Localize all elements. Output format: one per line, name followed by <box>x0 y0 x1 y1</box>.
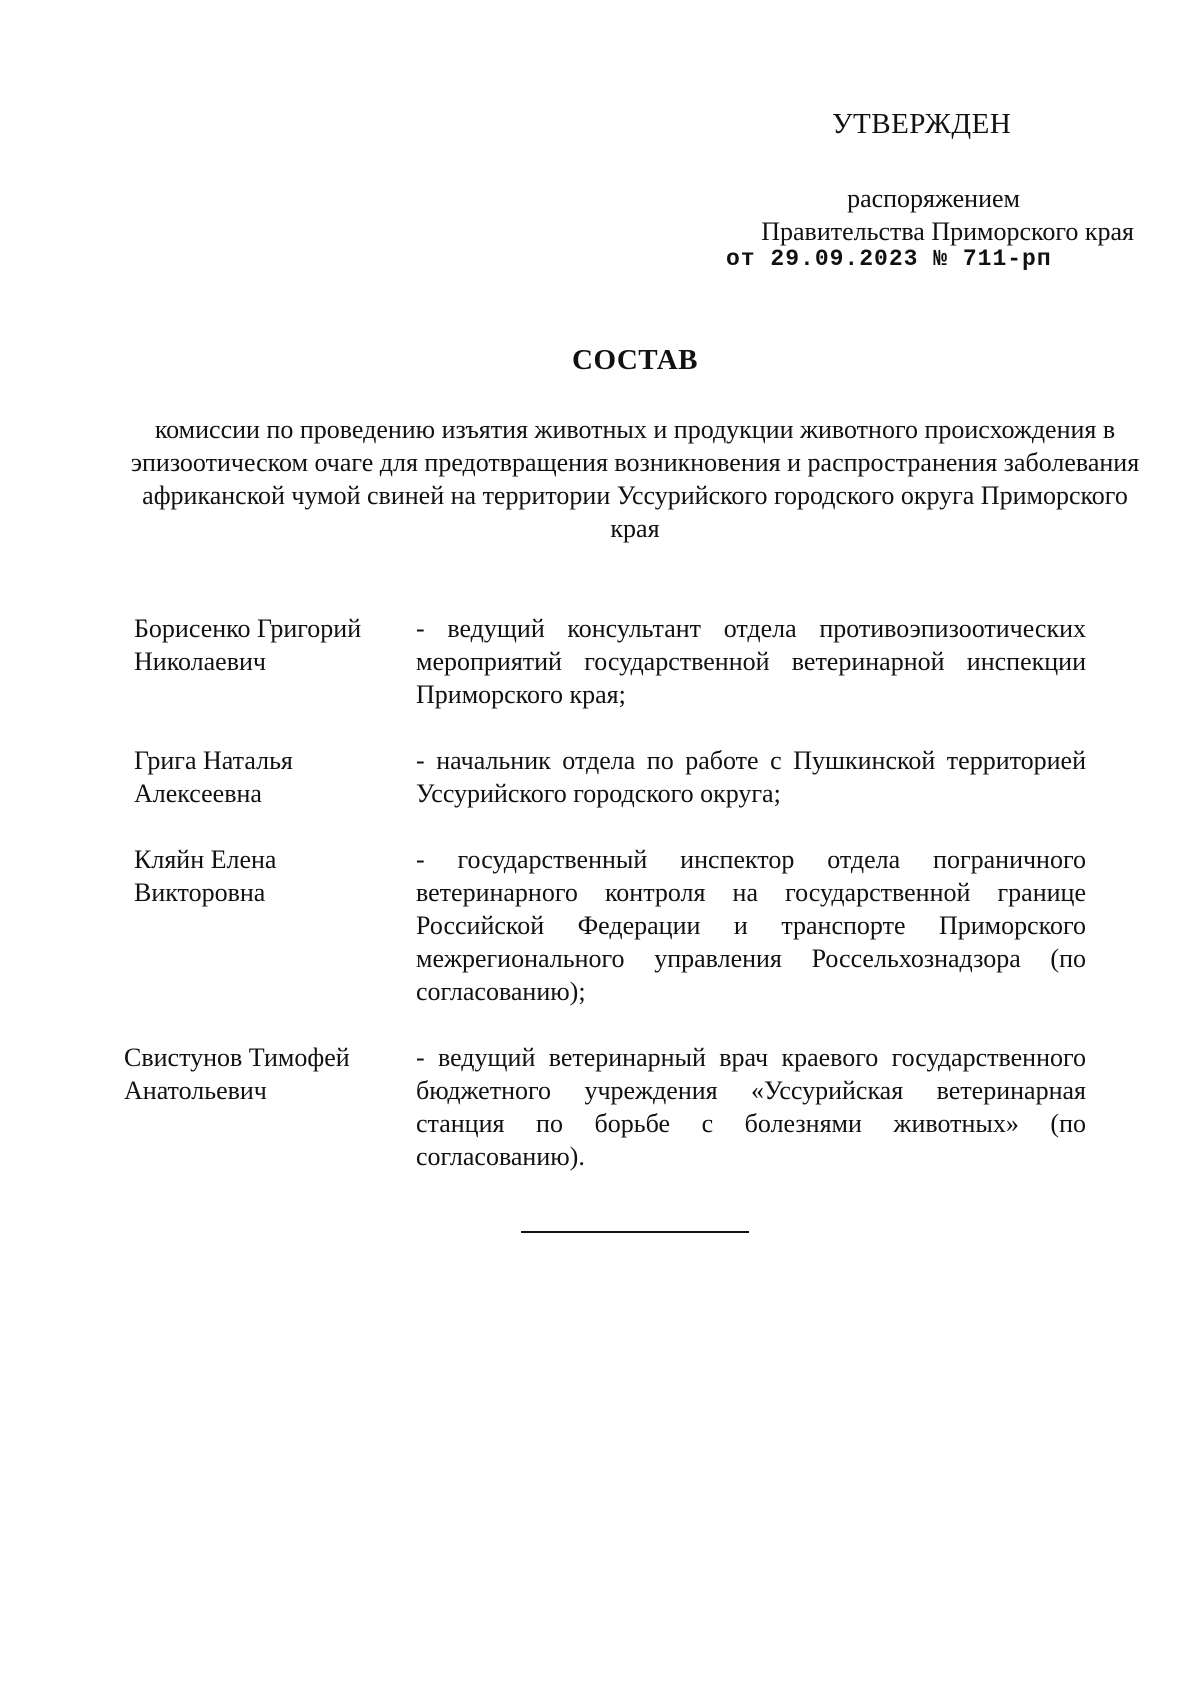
member-role: - ведущий ветеринарный врач краевого государственного бюджетного учреждения «Уссурийская ветеринарная станция по борьбе с болезнями животных» (по согласованию). <box>416 1043 1086 1171</box>
member-name: Кляйн Елена Викторовна <box>134 845 277 907</box>
member-name: Грига Наталья Алексеевна <box>134 746 293 808</box>
member-role: - ведущий консультант отдела противоэпизоотических мероприятий государственной ветеринарной инспекции Приморского края; <box>416 614 1086 709</box>
document-title: СОСТАВ <box>572 344 698 376</box>
closing-divider-line <box>521 1231 749 1233</box>
order-reference <box>674 182 1134 248</box>
order-date-number: от 29.09.2023 № 711-рп <box>726 246 1052 272</box>
member-role: - начальник отдела по работе с Пушкинской территорией Уссурийского городского округа; <box>416 746 1086 808</box>
member-row <box>120 843 1086 1008</box>
member-name: Борисенко Григорий Николаевич <box>134 614 362 676</box>
member-name: Свистунов Тимофей Анатольевич <box>124 1043 350 1105</box>
order-line-1: распоряжением <box>847 184 1020 213</box>
approved-heading: УТВЕРЖДЕН <box>832 108 1012 140</box>
order-line-2: Правительства Приморского края <box>761 217 1134 246</box>
member-row <box>120 612 1086 711</box>
member-row <box>120 744 1086 810</box>
members-list <box>120 612 1086 1206</box>
member-row <box>120 1041 1086 1173</box>
document-subtitle: комиссии по проведению изъятия животных и продукции животного происхождения в эпизоотическом очаге для предотвращения возникновения и распространения заболевания африканской чумой свиней на территории Уссурийского городского округа Приморского края <box>130 415 1140 543</box>
member-role: - государственный инспектор отдела пограничного ветеринарного контроля на государственной границе Российской Федерации и транспорте Приморского межрегионального управления Россельхознадзора (по согласованию); <box>416 845 1086 1006</box>
